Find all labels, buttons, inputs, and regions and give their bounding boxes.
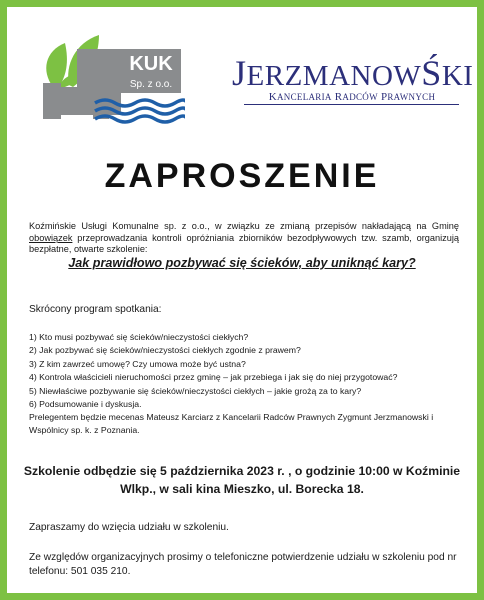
confirmation-note: Ze względów organizacyjnych prosimy o telefoniczne potwierdzenie udziału w szkoleniu pod nr telefonu: 501 035 210.	[29, 552, 457, 577]
kuk-logo	[35, 29, 185, 134]
event-details: Szkolenie odbędzie się 5 października 2023 r. , o godzinie 10:00 w Koźminie Wlkp., w sali kina Mieszko, ul. Borecka 18.	[23, 464, 461, 496]
logo-header	[27, 27, 474, 137]
program-item: 2) Jak pozbywać się ścieków/nieczystości ciekłych zgodnie z prawem?	[29, 345, 301, 356]
intro-paragraph	[29, 221, 459, 256]
program-title: Skrócony program spotkania:	[29, 304, 162, 315]
jerzmanowski-logo-divider	[244, 104, 459, 105]
intro-underlined-word: obowiązek	[29, 232, 73, 243]
jerzmanowski-logo	[232, 53, 474, 127]
program-item: 6) Podsumowanie i dyskusja.	[29, 399, 142, 410]
program-list	[29, 331, 469, 411]
kuk-logo-subtext: Sp. z o.o.	[129, 79, 173, 90]
presenter-info: Prelegentem będzie mecenas Mateusz Karciarz z Kancelarii Radców Prawnych Zygmunt Jerzmanowski i Wspólnicy sp. k. z Poznania.	[29, 412, 434, 436]
program-item: 5) Niewłaściwe pozbywanie się ścieków/nieczystości ciekłych – jakie grożą za to kary?	[29, 385, 362, 396]
invitation-line: Zapraszamy do wzięcia udziału w szkoleniu.	[29, 522, 229, 533]
intro-text-1: Koźmińskie Usługi Komunalne sp. z o.o., w związku ze zmianą przepisów nakładającą na Gminę	[29, 221, 459, 231]
program-item: 3) Z kim zawrzeć umowę? Czy umowa może być ustna?	[29, 358, 246, 369]
intro-text-2: przeprowadzania kontroli opróżniania zbiorników bezodpływowych tzw. szamb, organizują bezpłatne, otwarte szkolenie:	[29, 232, 459, 255]
training-headline: Jak prawidłowo pozbywać się ścieków, aby uniknąć kary?	[68, 256, 416, 270]
program-item: 4) Kontrola właścicieli nieruchomości przez gminę – jak przebiega i jak się do niej przygotować?	[29, 372, 398, 383]
jerzmanowski-logo-subtitle: KANCELARIA RADCÓW PRAWNYCH	[268, 91, 436, 103]
jerzmanowski-logo-name: JERZMANOWŚKI	[232, 53, 474, 93]
kuk-logo-text: KUK	[129, 53, 173, 75]
document-title: ZAPROSZENIE	[104, 157, 380, 195]
program-item: 1) Kto musi pozbywać się ścieków/nieczystości ciekłych?	[29, 332, 249, 342]
